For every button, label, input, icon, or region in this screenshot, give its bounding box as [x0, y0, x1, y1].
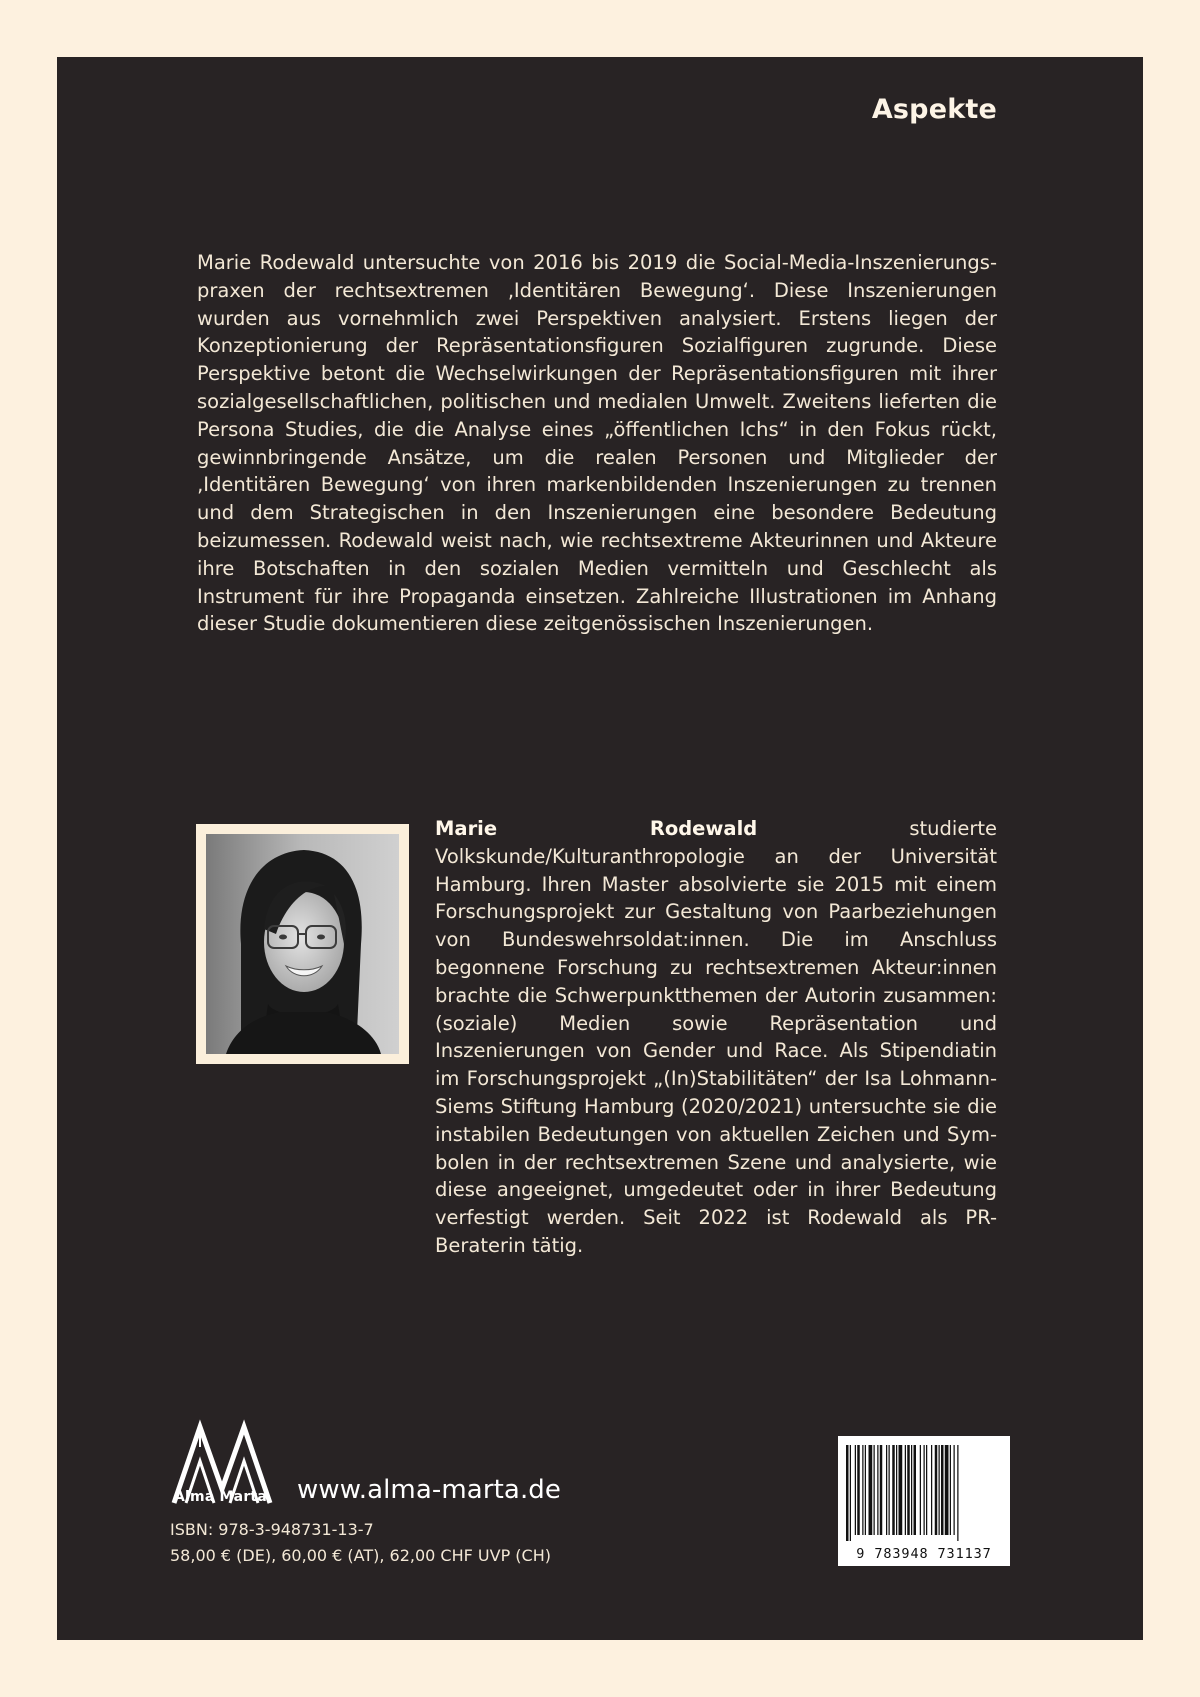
barcode-bar — [931, 1445, 932, 1535]
barcode-bar — [920, 1445, 921, 1535]
barcode-bar — [907, 1445, 910, 1535]
barcode-bar — [957, 1445, 958, 1541]
barcode-bar — [905, 1445, 906, 1535]
isbn: ISBN: 978-3-948731-13-7 — [170, 1520, 374, 1539]
barcode-number: 9 783948 731137 — [856, 1546, 992, 1562]
barcode-bar — [950, 1445, 951, 1535]
barcode-bars-icon — [846, 1445, 1002, 1541]
barcode-bar — [880, 1445, 883, 1535]
barcode-bar — [935, 1445, 938, 1535]
barcode-bar — [954, 1445, 955, 1535]
author-bio-text: studierte Volkskunde/Kulturanthropologie an der Universität Hamburg. Ihren Master absolvierte sie 2015 mit einem Forschungsprojekt zur Gestaltung von Paarbeziehungen von Bundeswehrsoldat:innen. Die im Anschluss begonnene Forschung zu rechtsextremen Akteur:innen brachte die Schwerpunktthemen der Autorin zusammen: (soziale) Medien sowie Repräsentation und Inszenierungen von Gender und Race. Als Stipendiatin im Forschungsprojekt „(In)Stabilitäten“ der Isa Lohmann-Siems Stiftung Hamburg (2020/2021) untersuchte sie die instabilen Bedeutungen von aktuellen Zeichen und Symbolen in der rechtsextremen Szene und analysierte, wie diese angeeignet, umgedeutet oder in ihrer Bedeutung verfestigt werden. Seit 2022 ist Rodewald als PR-Beraterin tätig. — [435, 817, 997, 1257]
barcode-bar — [941, 1445, 944, 1535]
barcode-bar — [896, 1445, 897, 1535]
barcode-bar — [846, 1445, 849, 1541]
barcode — [838, 1436, 1010, 1566]
price-line: 58,00 € (DE), 60,00 € (AT), 62,00 CHF UVP (CH) — [170, 1546, 551, 1565]
barcode-bar — [899, 1445, 903, 1535]
barcode-bar — [924, 1445, 925, 1535]
barcode-bar — [892, 1445, 895, 1535]
barcode-bar — [869, 1445, 873, 1535]
book-abstract: Marie Rodewald untersuchte von 2016 bis 2019 die Social-Media-Inszenierungspraxen der rechtsextremen ‚Identitären Bewegung‘. Diese Inszenierungen wurden aus vornehmlich zwei Perspektiven analysiert. Erstens liegen der Konzeptionierung der Repräsentationsfiguren Sozialfiguren zugrunde. Diese Perspektive betont die Wechselwirkungen der Repräsentationsfiguren mit ihrer sozialgesellschaftlichen, politischen und medialen Umwelt. Zweitens lieferten die Persona Studies, die die Analyse eines „öffentlichen Ichs“ in den Fokus rückt, gewinnbringende Ansätze, um die realen Personen und Mitglieder der ‚Identitären Bewegung‘ von ihren markenbildenden Inszenierungen zu trennen und dem Strategischen in den Inszenierungen eine besondere Bedeutung beizumessen. Rodewald weist nach, wie rechtsextreme Akteurinnen und Akteure ihre Botschaften in den sozialen Medien vermitteln und Geschlecht als Instrument für ihre Propaganda einsetzen. Zahlreiche Illustrationen im Anhang dieser Studie dokumentieren diese zeitgenössischen Inszenierungen. — [197, 251, 997, 636]
barcode-bar — [911, 1445, 912, 1535]
logo-text: Alma Marta — [174, 1489, 267, 1505]
barcode-bar — [862, 1445, 863, 1535]
barcode-bar — [945, 1445, 949, 1535]
barcode-bar — [874, 1445, 875, 1535]
barcode-bar — [886, 1445, 887, 1535]
publisher-website[interactable]: www.alma-marta.de — [297, 1475, 562, 1505]
barcode-bar — [850, 1445, 851, 1541]
author-photo — [206, 834, 399, 1054]
barcode-bar — [855, 1445, 856, 1535]
barcode-bar — [857, 1445, 860, 1535]
author-bio — [435, 815, 997, 1260]
back-cover — [57, 57, 1143, 1640]
barcode-bar — [926, 1445, 927, 1535]
series-title: Aspekte — [871, 94, 997, 125]
barcode-bar — [914, 1445, 917, 1535]
barcode-bar — [877, 1445, 878, 1535]
barcode-bar — [939, 1445, 940, 1535]
author-photo-frame — [196, 824, 409, 1064]
barcode-bar — [865, 1445, 866, 1535]
barcode-bar — [889, 1445, 890, 1535]
author-name: Marie Rodewald — [435, 817, 758, 840]
